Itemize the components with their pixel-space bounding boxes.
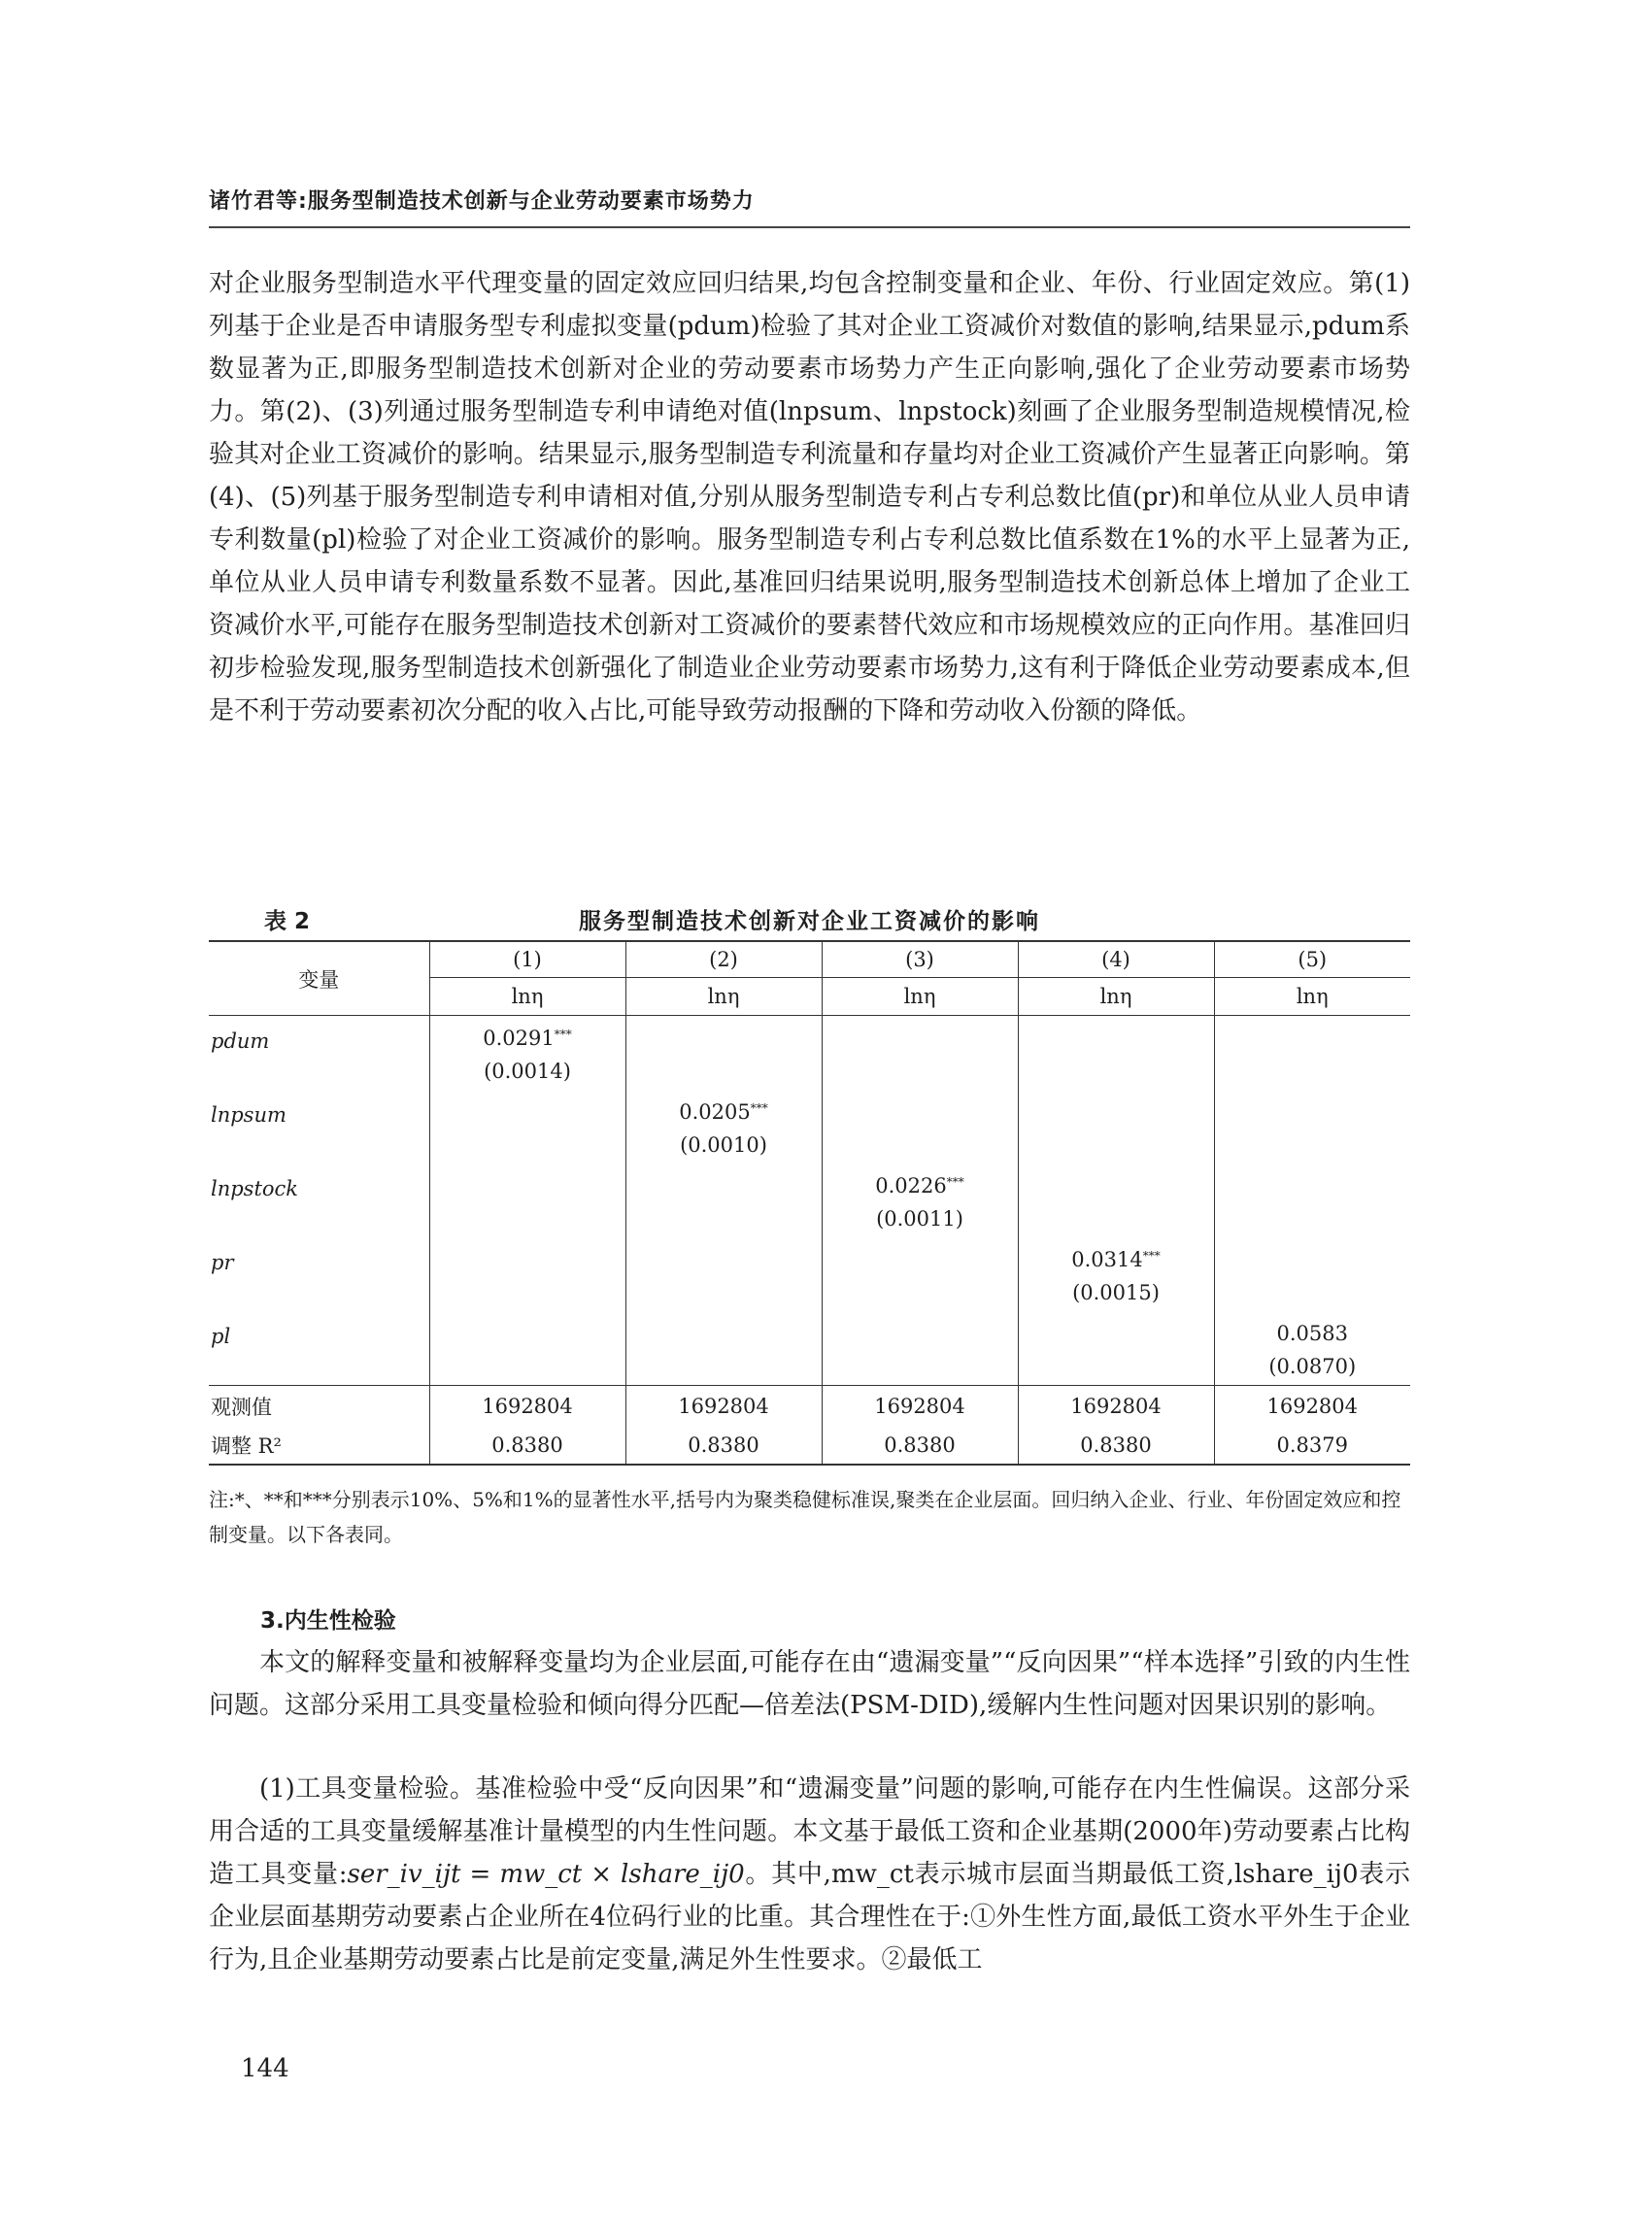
page-number: 144 [241,2054,289,2083]
variable-label: lnpstock [211,1177,299,1200]
table-cell: 0.8380 [625,1427,822,1465]
observations-row [209,1386,1410,1428]
significance-stars: *** [750,1101,768,1115]
table-cell [822,1311,1018,1386]
paragraph-text: 对企业服务型制造水平代理变量的固定效应回归结果,均包含控制变量和企业、年份、行业固定效应。第(1)列基于企业是否申请服务型专利虚拟变量(pdum)检验了其对企业工资减价对数值的影响,结果显示,pdum系数显著为正,即服务型制造技术创新对企业的劳动要素市场势力产生正向影响,强化了企业劳动要素市场势力。第(2)、(3)列通过服务型制造专利申请绝对值(lnpsum、lnpstock)刻画了企业服务型制造规模情况,检验其对企业工资减价的影响。结果显示,服务型制造专利流量和存量均对企业工资减价产生显著正向影响。第(4)、(5)列基于服务型制造专利申请相对值,分别从服务型制造专利占专利总数比值(pr)和单位从业人员申请专利数量(pl)检验了对企业工资减价的影响。服务型制造专利占专利总数比值系数在1%的水平上显著为正,单位从业人员申请专利数量系数不显著。因此,基准回归结果说明,服务型制造技术创新总体上增加了企业工资减价水平,可能存在服务型制造技术创新对工资减价的要素替代效应和市场规模效应的正向作用。基准回归初步检验发现,服务型制造技术创新强化了制造业企业劳动要素市场势力,这有利于降低企业劳动要素成本,但是不利于劳动要素初次分配的收入占比,可能导致劳动报酬的下降和劳动收入份额的降低。 [209,269,1410,725]
table-cell [625,1016,822,1091]
table-cell [1214,1311,1410,1386]
table-cell [625,1090,822,1164]
table-row [209,1237,1410,1311]
significance-stars: *** [554,1028,572,1041]
table-cell: 0.8380 [822,1427,1018,1465]
regression-table-body [209,941,1410,1465]
formula: ser_iv_ijt = mw_ct × lshare_ij0 [347,1860,745,1889]
paragraph-regression-results [209,262,1410,732]
variable-header: 变量 [209,941,429,1016]
table-cell [429,1164,625,1237]
column-header: (4) [1018,941,1214,978]
coefficient-value: 0.0291 [483,1027,555,1050]
r-squared-row [209,1427,1410,1465]
table-cell [1018,1311,1214,1386]
table-cell: 0.8380 [1018,1427,1214,1465]
table-cell [1214,1164,1410,1237]
table-cell [429,1090,625,1164]
significance-stars: *** [946,1175,964,1189]
row-label: 观测值 [209,1386,429,1428]
table-cell [1018,1237,1214,1311]
table-cell [625,1237,822,1311]
paragraph-text-part: 。其中,mw_ct表示城市层面当期最低工资,lshare_ij0表示企业层面基期劳动要素占企业所在4位码行业的比重。其合理性在于:①外生性方面,最低工资水平外生于企业行为,且企业基期劳动要素占比是前定变量,满足外生性要求。②最低工 [209,1860,1410,1974]
column-header: (2) [625,941,822,978]
variable-label: pr [211,1251,234,1274]
coefficient-value: 0.0314 [1071,1248,1143,1271]
paragraph-text: 本文的解释变量和被解释变量均为企业层面,可能存在由“遗漏变量”“反向因果”“样本选择”引致的内生性问题。这部分采用工具变量检验和倾向得分匹配—倍差法(PSM-DID),缓解内生性问题对因果识别的影响。 [209,1648,1410,1720]
standard-error: (0.0014) [484,1060,571,1083]
column-header: (5) [1214,941,1410,978]
regression-table [209,940,1410,1466]
table-cell [625,1164,822,1237]
standard-error: (0.0010) [680,1133,767,1157]
variable-label: lnpsum [211,1103,287,1127]
coefficient [1019,1237,1214,1276]
coefficient-value: 0.0205 [679,1100,751,1124]
dependent-variable: lnη [822,978,1018,1016]
column-header: (3) [822,941,1018,978]
table-cell: 1692804 [1018,1386,1214,1428]
table-cell: 1692804 [1214,1386,1410,1428]
dependent-variable: lnη [1018,978,1214,1016]
table-cell: 1692804 [429,1386,625,1428]
table-cell [1018,1164,1214,1237]
table-row [209,1090,1410,1164]
paragraph-text [209,1768,1410,1981]
table-cell: 0.8380 [429,1427,625,1465]
section-heading: 3.内生性检验 [260,1608,396,1634]
table-cell [1214,1090,1410,1164]
table-row [209,1311,1410,1386]
paragraph-endogeneity [209,1641,1410,1727]
table-cell [1018,1090,1214,1164]
table-cell [429,1237,625,1311]
table-cell [429,1311,625,1386]
table-title: 服务型制造技术创新对企业工资减价的影响 [579,909,1040,934]
standard-error: (0.0870) [1268,1355,1357,1378]
table-cell [429,1016,625,1091]
table-cell: 0.8379 [1214,1427,1410,1465]
table-cell: 1692804 [625,1386,822,1428]
table-cell [822,1237,1018,1311]
paragraph-text-part: (1)工具变量检验。基准检验中受“反向因果”和“遗漏变量”问题的影响,可能存在内生性偏误。这部分采用合适的工具变量缓解基准计量模型的内生性问题。本文基于最低工资和企业基期(2000年)劳动要素占比构造工具变量: [209,1774,1410,1889]
paragraph-instrument [209,1768,1410,1981]
table-cell [822,1016,1018,1091]
coefficient [430,1016,625,1055]
table-row [209,1016,1410,1091]
coefficient [823,1164,1018,1202]
table-caption [209,903,1410,938]
dependent-variable: lnη [1214,978,1410,1016]
table-cell [822,1164,1018,1237]
table-cell [1214,1016,1410,1091]
table-row [209,1164,1410,1237]
variable-label: pdum [211,1029,270,1053]
coefficient-value: 0.0583 [1276,1322,1348,1345]
table-cell [1018,1016,1214,1091]
standard-error: (0.0015) [1072,1281,1160,1304]
table-note-text: 注:*、**和***分别表示10%、5%和1%的显著性水平,括号内为聚类稳健标准误,聚类在企业层面。回归纳入企业、行业、年份固定效应和控制变量。以下各表同。 [209,1488,1401,1546]
row-label: 调整 R² [209,1427,429,1465]
coefficient [1215,1311,1411,1350]
table-cell: 1692804 [822,1386,1018,1428]
dependent-variable: lnη [625,978,822,1016]
coefficient-value: 0.0226 [875,1174,947,1197]
dependent-variable: lnη [429,978,625,1016]
variable-label: pl [211,1325,231,1348]
header-rule [209,226,1410,228]
coefficient [626,1090,822,1129]
table-cell [822,1090,1018,1164]
column-header-row [209,941,1410,978]
standard-error: (0.0011) [876,1207,963,1231]
significance-stars: *** [1142,1249,1161,1263]
table-number: 表 2 [264,909,311,934]
table-note [209,1482,1410,1552]
running-header: 诸竹君等:服务型制造技术创新与企业劳动要素市场势力 [209,189,755,214]
column-header: (1) [429,941,625,978]
table-cell [625,1311,822,1386]
table-cell [1214,1237,1410,1311]
